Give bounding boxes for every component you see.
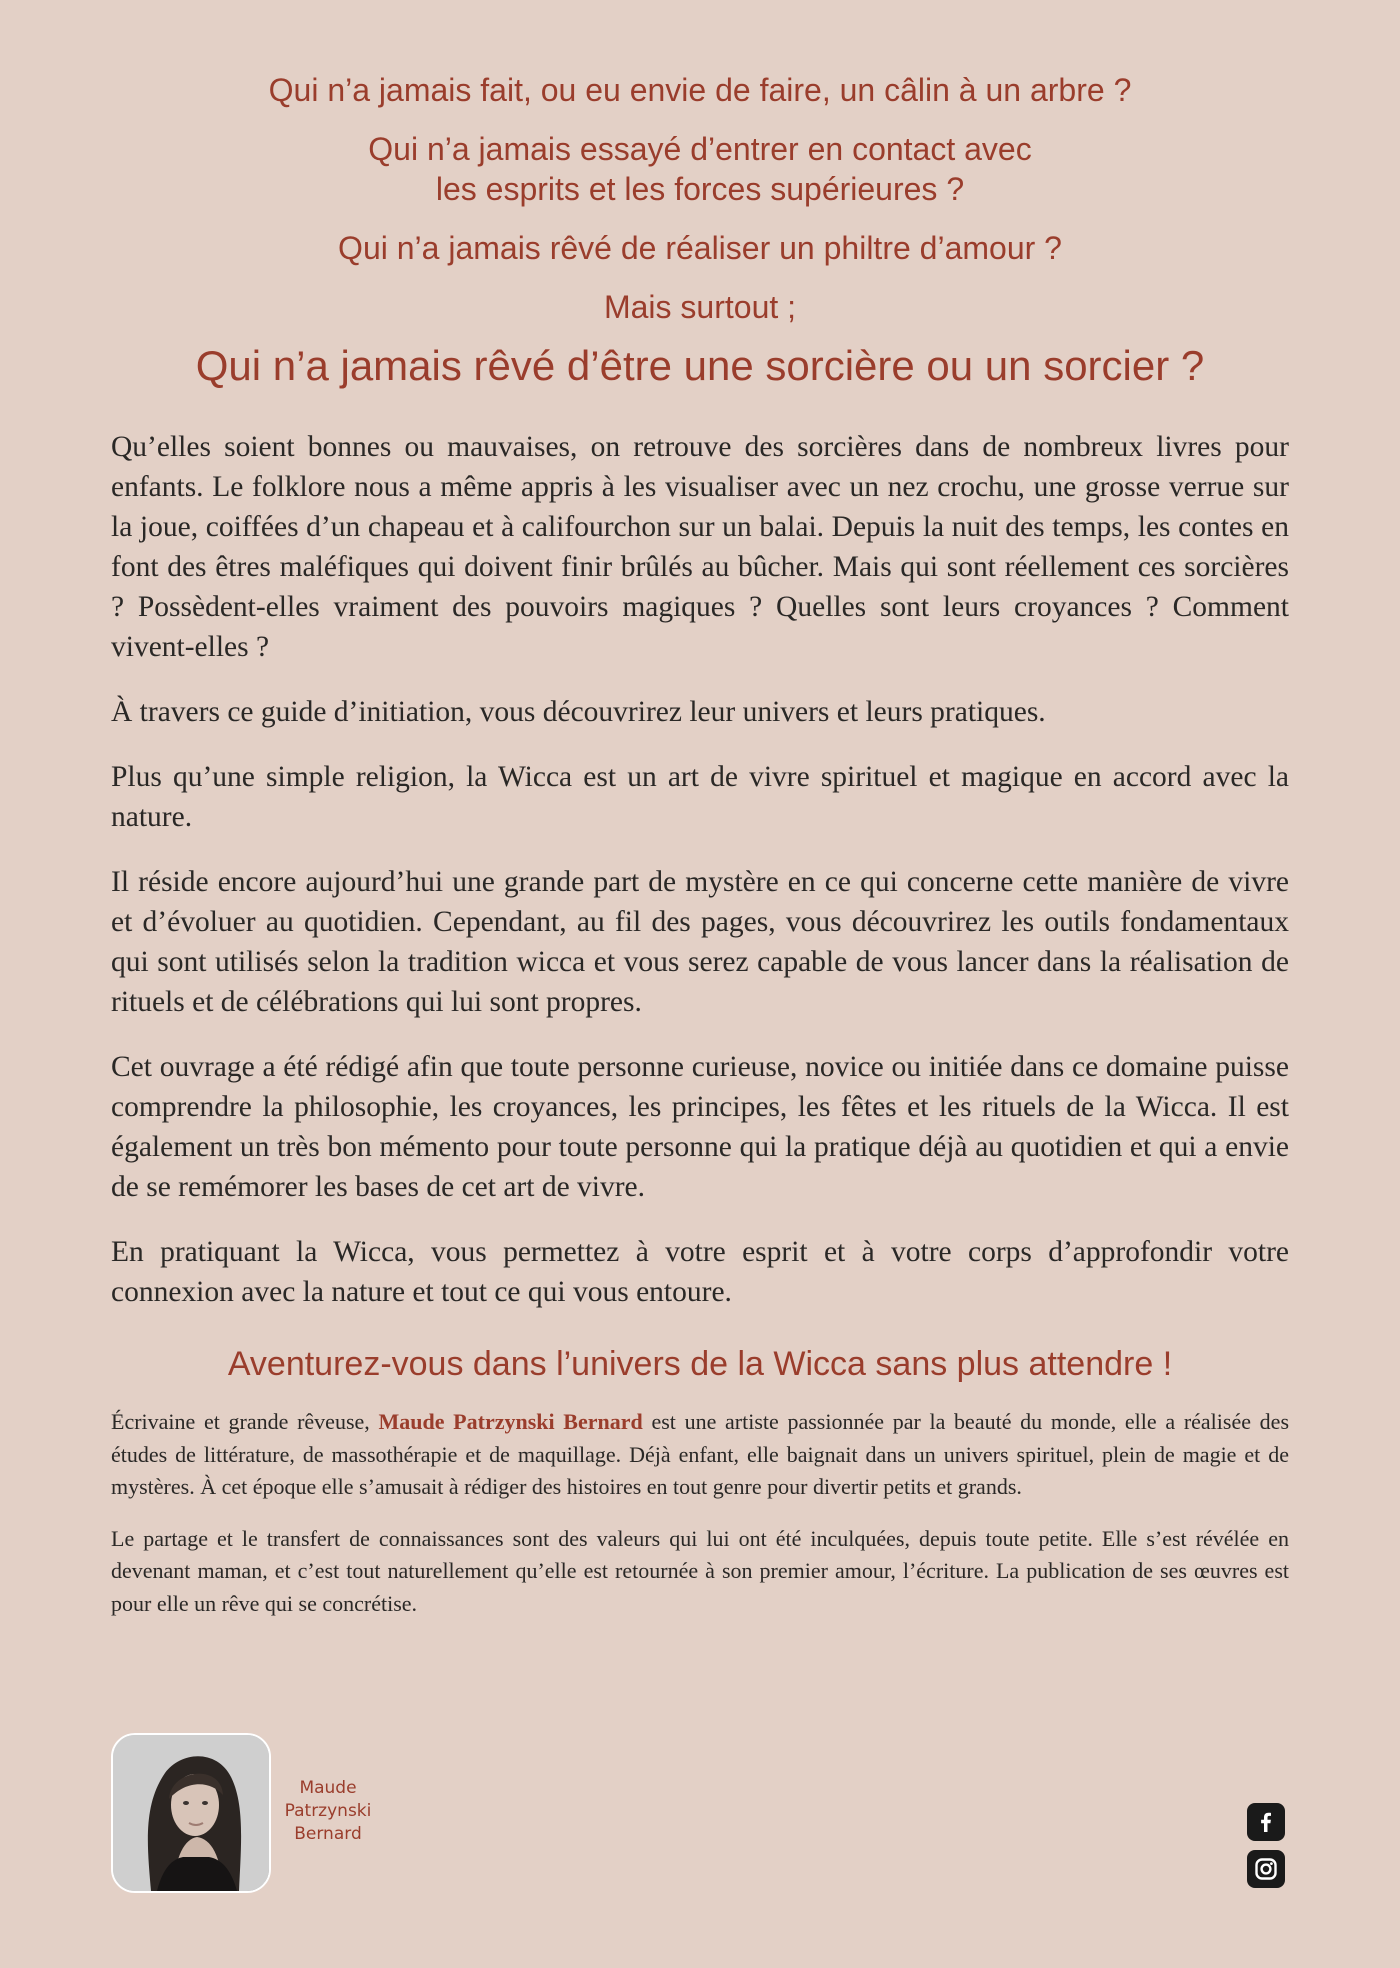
author-portrait-image — [113, 1735, 269, 1891]
author-caption — [273, 1777, 383, 1846]
question-contact-spirits — [111, 129, 1289, 209]
question-hug-tree: Qui n’a jamais fait, ou eu envie de faire, un câlin à un arbre ? — [268, 72, 1132, 108]
question-contact-spirits-line-2: les esprits et les forces supérieures ? — [435, 171, 965, 207]
author-caption-last-name-2: Bernard — [294, 1824, 362, 1844]
back-cover — [111, 70, 1289, 1639]
author-bio — [111, 1406, 1289, 1504]
footer — [111, 1733, 1289, 1893]
question-love-potion: Qui n’a jamais rêvé de réaliser un philtre d’amour ? — [338, 230, 1062, 266]
instagram-icon — [1253, 1856, 1279, 1882]
but-above-all: Mais surtout ; — [603, 289, 797, 325]
social-links — [1247, 1803, 1289, 1897]
main-question: Qui n’a jamais rêvé d’être une sorcière ou un sorcier ? — [195, 342, 1205, 389]
paragraph-mystery-tools: Il réside encore aujourd’hui une grande part de mystère en ce qui concerne cette manière de vivre et d’évoluer au quotidien. Cependant, au fil des pages, vous découvrirez les outils fondamentaux qui sont utilisés selon la tradition wicca et vous serez capable de vous lancer dans la réalisation de rituels et de célébrations qui lui sont propres. — [111, 866, 1289, 1018]
author-bio-second: Le partage et le transfert de connaissances sont des valeurs qui lui ont été inculquées, depuis toute petite. Elle s’est révélée en devenant maman, et c’est tout naturellement qu’elle est retournée à son premier amour, l’écriture. La publication de ses œuvres est pour elle un rêve qui se concrétise. — [111, 1525, 1289, 1616]
paragraph-wicca-art-of-living: Plus qu’une simple religion, la Wicca est un art de vivre spirituel et magique en accord avec la nature. — [111, 761, 1289, 833]
paragraph-audience: Cet ouvrage a été rédigé afin que toute personne curieuse, novice ou initiée dans ce domaine puisse comprendre la philosophie, les croyances, les principes, les fêtes et les rituels de la Wicca. Il est également un très bon mémento pour toute personne qui la pratique déjà au quotidien et qui a envie de se remémorer les bases de cet art de vivre. — [111, 1051, 1289, 1203]
paragraph-initiation-guide: À travers ce guide d’initiation, vous découvrirez leur univers et leurs pratiques. — [111, 696, 1046, 728]
author-photo — [111, 1733, 271, 1893]
facebook-icon — [1254, 1810, 1278, 1834]
paragraph-connection-nature: En pratiquant la Wicca, vous permettez à votre esprit et à votre corps d’approfondir votre connexion avec la nature et tout ce qui vous entoure. — [111, 1236, 1289, 1308]
author-caption-last-name-1: Patrzynski — [284, 1801, 372, 1821]
bio-intro: Écrivaine et grande rêveuse, — [111, 1409, 370, 1434]
bio-rest: est une artiste passionnée par la beauté du monde, elle a réalisée des études de littérature, de massothérapie et de maquillage. Déjà enfant, elle baignait dans un univers spirituel, plein de magie et de mystères. À cet époque elle s’amusait à rédiger des histoires en tout genre pour divertir petits et grands. — [111, 1409, 1290, 1499]
question-contact-spirits-line-1: Qui n’a jamais essayé d’entrer en contact avec — [368, 131, 1032, 167]
instagram-link[interactable] — [1247, 1850, 1285, 1888]
bio-author-name: Maude Patrzynski Bernard — [378, 1409, 643, 1434]
call-to-action: Aventurez-vous dans l’univers de la Wicca sans plus attendre ! — [227, 1345, 1173, 1383]
paragraph-witches-folklore: Qu’elles soient bonnes ou mauvaises, on retrouve des sorcières dans de nombreux livres pour enfants. Le folklore nous a même appris à les visualiser avec un nez crochu, une grosse verrue sur la joue, coiffées d’un chapeau et à califourchon sur un balai. Depuis la nuit des temps, les contes en font des êtres maléfiques qui doivent finir brûlés au bûcher. Mais qui sont réellement ces sorcières ? Possèdent-elles vraiment des pouvoirs magiques ? Quelles sont leurs croyances ? Comment vivent-elles ? — [111, 431, 1289, 663]
author-caption-first-name: Maude — [299, 1778, 357, 1798]
facebook-link[interactable] — [1247, 1803, 1285, 1841]
